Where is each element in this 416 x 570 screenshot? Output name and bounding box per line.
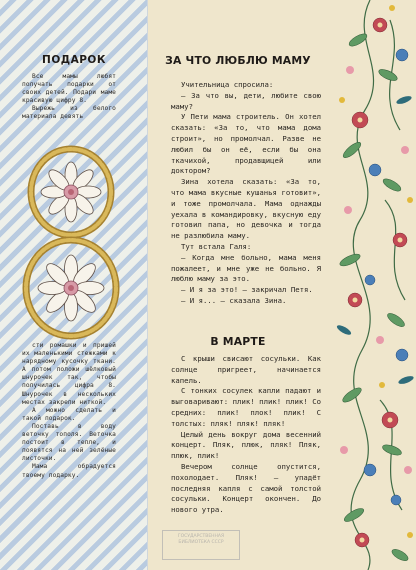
story-paragraph: — За что вы, дети, любите свою маму? bbox=[171, 90, 321, 111]
gift-text-bottom bbox=[22, 342, 116, 480]
story-paragraph: Целый день вокруг дома весенний концерт. Пляк, плюк, пляк! Пляк, плюк, плик! bbox=[171, 429, 321, 461]
story-paragraph: Вечером солнце опустится, похолодает. Пляк! — упадёт последняя капля с самой толстой сосульки. Концерт окончен. До нового утра. bbox=[171, 461, 321, 515]
story-paragraph: С крыши свисают сосульки. Как солнце пригреет, начинается капель. bbox=[171, 354, 321, 385]
main-column bbox=[158, 0, 320, 570]
figure-eight-daisy-illustration bbox=[16, 142, 126, 342]
gift-paragraph: А можно сделать и такой подарок. bbox=[22, 406, 116, 422]
gift-paragraph: Вырежь из белого материала девять bbox=[22, 105, 116, 121]
gift-paragraph: Поставь в воду веточку тополя. Веточка постоит в тепле, и появятся на ней зелёные листочки. bbox=[22, 422, 116, 463]
story-text-love-mom bbox=[171, 80, 321, 307]
story-paragraph: Тут встала Галя: bbox=[181, 241, 252, 251]
gift-paragraph: Все мамы любят получать подарки от своих детей. Подари маме красивую цифру 8. bbox=[22, 73, 116, 105]
upper-daisy-icon bbox=[41, 162, 101, 222]
gift-paragraph: Мама обрадуется твоему подарку. bbox=[22, 463, 116, 479]
gift-heading: ПОДАРОК bbox=[42, 54, 106, 66]
story-paragraph: С тонких сосулек капли падают и выговаривают: плик! плик! плик! Со средних: плик! плок! плик! С толстых: пляк! пляк! пляк! bbox=[171, 386, 321, 428]
story-paragraph: — Когда мне больно, мама меня пожалеет, и мне уже не больно. Я люблю маму за это. bbox=[171, 252, 321, 284]
lower-daisy-icon bbox=[38, 255, 104, 321]
floral-border-illustration bbox=[330, 0, 416, 570]
story-paragraph: Учительница спросила: bbox=[181, 80, 274, 89]
story-paragraph: У Пети мама строитель. Он хотел сказать: «За то, что мама дома строит», но промолчал. Разве не любил бы он её, если бы она ткачихой, продавщицей или доктором? bbox=[171, 112, 321, 176]
story-text-in-march bbox=[171, 354, 321, 516]
story-paragraph: — И я... — сказала Зина. bbox=[181, 295, 287, 305]
story-heading-love-mom: ЗА ЧТО ЛЮБЛЮ МАМУ bbox=[165, 54, 311, 67]
story-heading-in-march: В МАРТЕ bbox=[210, 335, 266, 348]
library-stamp: ГОСУДАРСТВЕННАЯ БИБЛИОТЕКА СССР bbox=[162, 530, 240, 560]
gift-paragraph: сти ромашки и пришей их маленькими стежками к нарядному кусочку ткани. А потом положи шёлковый шнурочек так, чтобы получилась цифра 8. Шнурочек в нескольких местах закрепи ниткой. bbox=[22, 342, 116, 406]
story-paragraph: — И я за это! — закричал Петя. bbox=[181, 285, 313, 295]
gift-text-top bbox=[22, 73, 116, 122]
story-paragraph: Зина хотела сказать: «За то, что мама вкусные кушанья готовит», и тоже промолчала. Мама однажды уехала в командировку, вкусную еду готовил папа, но девочка и тогда не разлюбила маму. bbox=[171, 177, 321, 241]
